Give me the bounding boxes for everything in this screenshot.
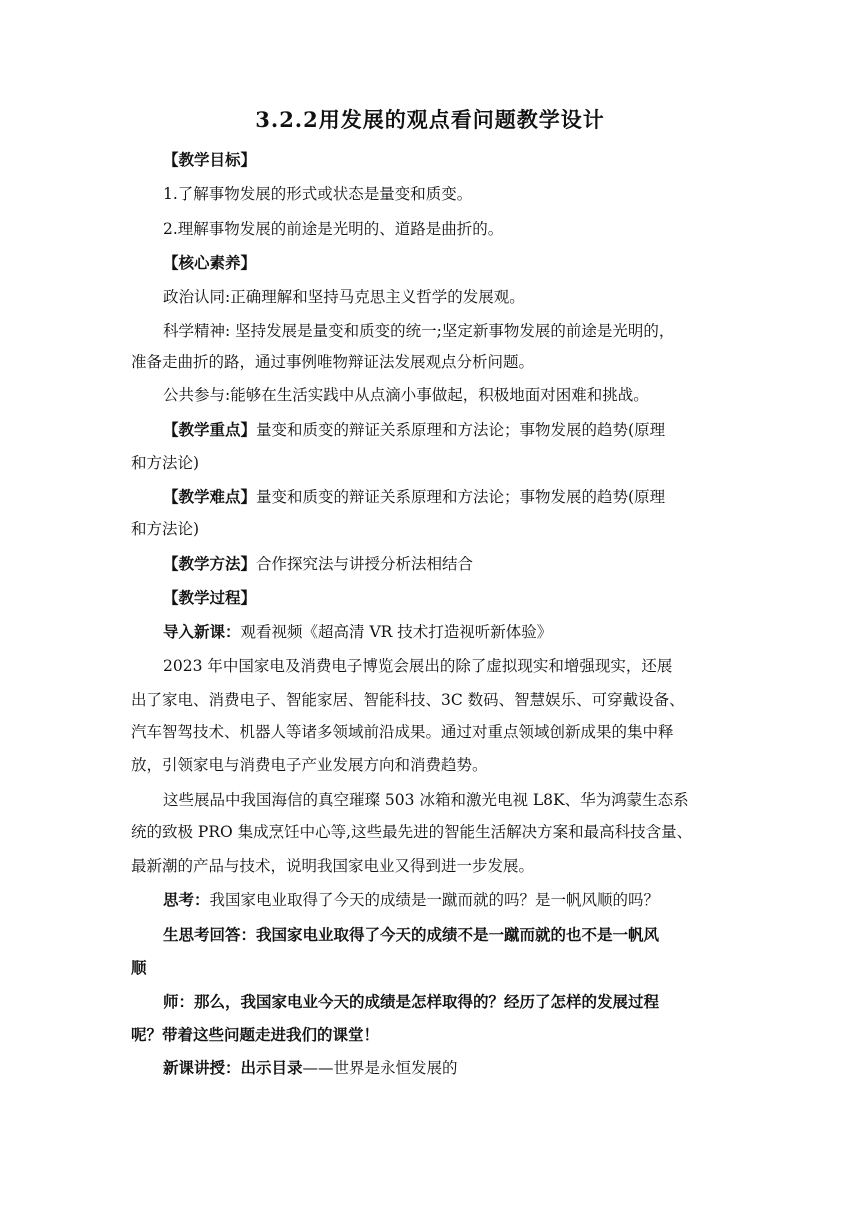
literacy-heading: 【核心素养】 xyxy=(163,253,257,272)
difficulty-label: 【教学难点】 xyxy=(163,487,257,506)
document-title: 3.2.2用发展的观点看问题教学设计 xyxy=(255,107,605,132)
intro-line xyxy=(163,622,763,642)
difficulty-line1 xyxy=(163,487,763,507)
new-lesson-line xyxy=(163,1058,763,1078)
key-points-line2: 和方法论) xyxy=(131,454,200,472)
literacy-science-line2: 准备走曲折的路，通过事例唯物辩证法发展观点分析问题。 xyxy=(131,353,535,371)
intro-label: 导入新课： xyxy=(163,622,241,641)
goal-2: 2.理解事物发展的前途是光明的、道路是曲折的。 xyxy=(163,220,504,238)
new-lesson-text: ——世界是永恒发展的 xyxy=(302,1059,458,1077)
new-lesson-label: 新课讲授：出示目录 xyxy=(163,1058,303,1077)
key-points-line1 xyxy=(163,420,763,440)
para1-line2: 出了家电、消费电子、智能家居、智能科技、3C 数码、智慧娱乐、可穿戴设备、 xyxy=(131,691,685,709)
process-heading: 【教学过程】 xyxy=(163,588,257,607)
answer-line2: 顺 xyxy=(131,958,147,977)
literacy-science-line1: 科学精神: 坚持发展是量变和质变的统一;坚定新事物发展的前途是光明的， xyxy=(163,322,675,340)
difficulty-line2: 和方法论) xyxy=(131,520,200,538)
para2-line1: 这些展品中我国海信的真空璀璨 503 冰箱和激光电视 L8K、华为鸿蒙生态系 xyxy=(163,791,689,809)
para1-line3: 汽车智驾技术、机器人等诸多领域前沿成果。通过对重点领域创新成果的集中释 xyxy=(131,723,674,741)
goals-heading: 【教学目标】 xyxy=(163,150,257,169)
teacher-line2: 呢？带着这些问题走进我们的课堂！ xyxy=(131,1025,380,1044)
key-points-label: 【教学重点】 xyxy=(163,420,257,439)
method-line xyxy=(163,554,763,574)
para1-line4: 放，引领家电与消费电子产业发展方向和消费趋势。 xyxy=(131,756,488,774)
think-text: 我国家电业取得了今天的成绩是一蹴而就的吗？是一帆风顺的吗？ xyxy=(209,891,660,909)
intro-text: 观看视频《超高清 VR 技术打造视听新体验》 xyxy=(240,623,553,641)
goal-1: 1.了解事物发展的形式或状态是量变和质变。 xyxy=(163,185,473,203)
literacy-public: 公共参与:能够在生活实践中从点滴小事做起，积极地面对困难和挑战。 xyxy=(163,386,649,404)
answer-line1: 生思考回答：我国家电业取得了今天的成绩不是一蹴而就的也不是一帆风 xyxy=(163,925,660,944)
think-label: 思考： xyxy=(163,890,210,909)
method-text: 合作探究法与讲授分析法相结合 xyxy=(256,555,474,573)
para1-line1: 2023 年中国家电及消费电子博览会展出的除了虚拟现实和增强现实，还展 xyxy=(163,657,673,675)
method-label: 【教学方法】 xyxy=(163,554,257,573)
difficulty-text: 量变和质变的辩证关系原理和方法论；事物发展的趋势(原理 xyxy=(256,488,666,506)
para2-line3: 最新潮的产品与技术，说明我国家电业又得到进一步发展。 xyxy=(131,857,535,875)
think-line xyxy=(163,890,763,910)
key-points-text: 量变和质变的辩证关系原理和方法论；事物发展的趋势(原理 xyxy=(256,421,666,439)
teacher-line1: 师：那么，我国家电业今天的成绩是怎样取得的？经历了怎样的发展过程 xyxy=(163,992,660,1011)
para2-line2: 统的致极 PRO 集成烹饪中心等,这些最先进的智能生活解决方案和最高科技含量、 xyxy=(131,823,693,841)
literacy-political: 政治认同:正确理解和坚持马克思主义哲学的发展观。 xyxy=(163,288,525,306)
